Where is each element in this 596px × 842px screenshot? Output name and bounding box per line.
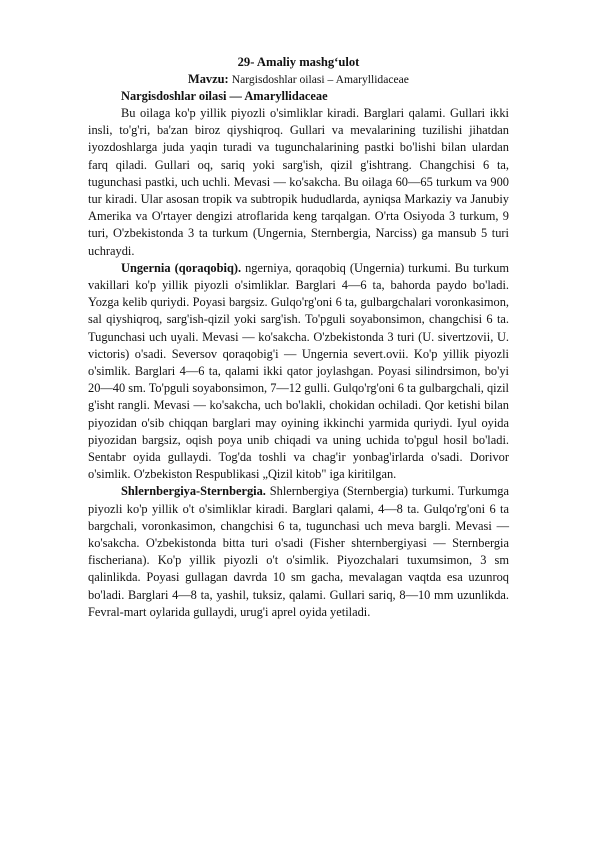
- paragraph-ungernia: [88, 260, 509, 484]
- document-page: [88, 54, 509, 621]
- topic-line: [88, 71, 509, 88]
- paragraph-lead: Shlernbergiya-Sternbergia.: [121, 484, 266, 499]
- paragraph-sternbergia: [88, 483, 509, 621]
- section-heading: Nargisdoshlar oilasi — Amaryllidaceae: [121, 89, 328, 103]
- paragraph-lead: Ungernia (qoraqobiq).: [121, 260, 242, 275]
- topic-text: Nargisdoshlar oilasi – Amaryllidaceae: [231, 73, 409, 86]
- paragraph-family-description: [88, 105, 509, 260]
- paragraph-text: Bu oilaga ko'p yillik piyozli o'simliklar kiradi. Barglari qalami. Gullari ikki insli, to'g'ri, ba'zan biroz qiyshiqroq. Gullari va mevalarining tuzilishi jihatdan iyozdoshlarga juda yaqin turadi va tugunchalarining pastki bo'lishi bilan ulardan farq qiladi. Gullari oq, sariq yoki sarg'ish, qizil g'ishtrang. Changchisi 6 ta, tugunchasi pastki, uch uchli. Mevasi — ko'sakcha. Bu oilaga 60—65 turkum va 900 tur kiradi. Ular asosan tropik va subtropik hududlarda, ayniqsa Markaziy va Janubiy Amerika va O'rtayer dengizi atroflarida keng tarqalgan. O'rta Osiyoda 3 turkum, 9 turi, O'zbekistonda 3 ta turkum (Ungernia, Sternbergia, Narciss) ga mansub 5 turi uchraydi.: [88, 106, 509, 258]
- document-title: 29- Amaliy mashg‘ulot: [237, 55, 360, 69]
- topic-label: Mavzu:: [188, 72, 229, 86]
- paragraph-text: Shlernbergiya (Sternbergia) turkumi. Turkumga piyozli ko'p yillik o't o'simliklar kiradi. Barglari qalami, 4—8 ta. Gulqo'rg'oni 6 ta bargchali, voronkasimon, changchisi 6 ta, tugunchasi uch meva bargli. Mevasi — ko'sakcha. O'zbekistonda bitta turi o'sadi (Fisher shternbergiyasi — Sternbergia fischeriana). Ko'p yillik piyozli o't o'simlik. Piyozchalari tuxumsimon, 3 sm qalinlikda. Poyasi gullagan davrda 10 sm gacha, mevalagan vaqtda esa uzunroq bo'ladi. Barglari 4—8 ta, yashil, tuksiz, qalami. Gullari sariq, 8—10 mm uzunlikda. Fevral-mart oylarida gullaydi, urug'i aprel oyida yetiladi.: [88, 484, 509, 619]
- paragraph-text: ngerniya, qoraqobiq (Ungernia) turkumi. Bu turkum vakillari ko'p yillik piyozli o'simliklar. Barglari 4—6 ta, bahorda paydo bo'ladi. Yozga kelib quriydi. Poyasi bargsiz. Gulqo'rg'oni 6 ta, gulbargchalari voronkasimon, sal qiyshiqroq, sarg'ish-qizil yoki sarg'ish. To'pguli soyabonsimon, changchisi 6 ta. Tugunchasi uch uyali. Mevasi — ko'sakcha. O'zbekistonda 3 turi (U. sivertzovii, U. victoris) o'sadi. Seversov qoraqobig'i — Ungernia severt.ovii. Ko'p yillik piyozli o'simlik. Barglari 4—6 ta, qalami ikki qator joylashgan. Poyasi silindrsimon, bo'yi 20—40 sm. To'pguli soyabonsimon, 7—12 gulli. Gulqo'rg'oni 6 ta gulbargchali, qizil g'isht rangli. Mevasi — ko'sakcha, uch bo'lakli, chokidan ochiladi. Qor ketishi bilan piyozidan o'sib chiqqan barglari may oyining ikkinchi yarmida quriydi. Iyul oyida piyozidan bargsiz, oqish poya unib chiqadi va uning uchida to'pgul hosil bo'ladi. Sentabr oyida gullaydi. Tog'da toshli va chag'ir yonbag'irlarda o'sadi. Dorivor o'simlik. O'zbekiston Respublikasi „Qizil kitob" iga kiritilgan.: [88, 260, 509, 482]
